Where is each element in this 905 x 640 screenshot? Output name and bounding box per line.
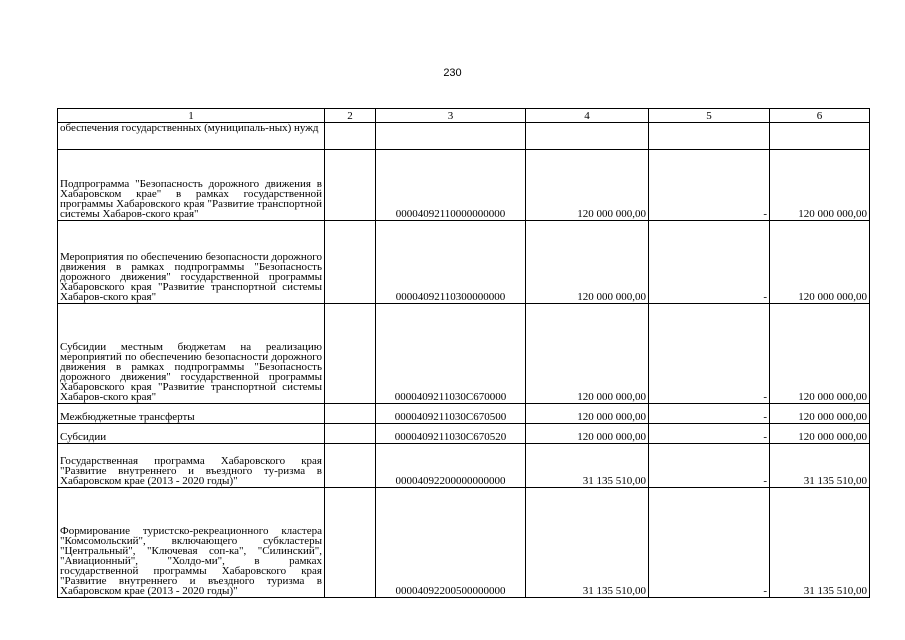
row-col4: 120 000 000,00 bbox=[526, 404, 649, 424]
row-col5: - bbox=[649, 488, 770, 598]
column-header-6: 6 bbox=[770, 109, 870, 123]
table-row bbox=[58, 123, 870, 150]
row-col5: - bbox=[649, 221, 770, 304]
row-name: Субсидии bbox=[58, 424, 325, 444]
row-col2 bbox=[325, 424, 376, 444]
row-name: Мероприятия по обеспечению безопасности дорожного движения в рамках подпрограммы "Безопасность дорожного движения" государственной программы Хабаровского края "Развитие транспортной системы Хабаров-ского края" bbox=[58, 221, 325, 304]
row-name: Межбюджетные трансферты bbox=[58, 404, 325, 424]
column-header-1: 1 bbox=[58, 109, 325, 123]
table-row bbox=[58, 221, 870, 304]
row-col4: 120 000 000,00 bbox=[526, 304, 649, 404]
row-col6: 120 000 000,00 bbox=[770, 304, 870, 404]
row-col6: 120 000 000,00 bbox=[770, 424, 870, 444]
row-col6: 31 135 510,00 bbox=[770, 444, 870, 488]
row-col2 bbox=[325, 150, 376, 221]
column-header-5: 5 bbox=[649, 109, 770, 123]
row-col4 bbox=[526, 123, 649, 150]
row-name: Подпрограмма "Безопасность дорожного движения в Хабаровском крае" в рамках государственной программы Хабаровского края "Развитие транспортной системы Хабаров-ского края" bbox=[58, 150, 325, 221]
row-col5: - bbox=[649, 150, 770, 221]
row-col5: - bbox=[649, 304, 770, 404]
table-row bbox=[58, 444, 870, 488]
row-col2 bbox=[325, 221, 376, 304]
row-name: Формирование туристско-рекреационного кластера "Комсомольский", включающего субкластеры "Центральный", "Ключевая соп-ка", "Силинский", "Авиационный", "Холдо-ми", в рамках государственной программы Хабаровского края "Развитие внутреннего и въездного туризма в Хабаровском крае (2013 - 2020 годы)" bbox=[58, 488, 325, 598]
row-code: 0000409211030С670500 bbox=[376, 404, 526, 424]
budget-table bbox=[57, 108, 870, 598]
row-col6: 120 000 000,00 bbox=[770, 150, 870, 221]
row-col5: - bbox=[649, 404, 770, 424]
row-col2 bbox=[325, 304, 376, 404]
row-col2 bbox=[325, 488, 376, 598]
row-code bbox=[376, 123, 526, 150]
row-col6: 120 000 000,00 bbox=[770, 221, 870, 304]
row-name: обеспечения государственных (муниципаль-ных) нужд bbox=[58, 123, 325, 150]
table-header-row bbox=[58, 109, 870, 123]
row-col5 bbox=[649, 123, 770, 150]
row-col4: 31 135 510,00 bbox=[526, 488, 649, 598]
table-row bbox=[58, 404, 870, 424]
row-code: 00004092110000000000 bbox=[376, 150, 526, 221]
row-code: 0000409211030С670000 bbox=[376, 304, 526, 404]
table-row bbox=[58, 150, 870, 221]
table-row bbox=[58, 488, 870, 598]
row-col6 bbox=[770, 123, 870, 150]
table-row bbox=[58, 304, 870, 404]
row-code: 00004092200000000000 bbox=[376, 444, 526, 488]
row-col6: 31 135 510,00 bbox=[770, 488, 870, 598]
row-code: 0000409211030С670520 bbox=[376, 424, 526, 444]
row-col6: 120 000 000,00 bbox=[770, 404, 870, 424]
column-header-2: 2 bbox=[325, 109, 376, 123]
row-col5: - bbox=[649, 444, 770, 488]
row-col4: 120 000 000,00 bbox=[526, 424, 649, 444]
column-header-4: 4 bbox=[526, 109, 649, 123]
column-header-3: 3 bbox=[376, 109, 526, 123]
page-number: 230 bbox=[443, 67, 462, 79]
row-col4: 120 000 000,00 bbox=[526, 221, 649, 304]
table-row bbox=[58, 424, 870, 444]
table-body bbox=[58, 109, 870, 598]
row-col2 bbox=[325, 123, 376, 150]
row-col5: - bbox=[649, 424, 770, 444]
row-name: Государственная программа Хабаровского края "Развитие внутреннего и въездного ту-ризма в Хабаровском крае (2013 - 2020 годы)" bbox=[58, 444, 325, 488]
row-col2 bbox=[325, 444, 376, 488]
row-col4: 120 000 000,00 bbox=[526, 150, 649, 221]
row-code: 00004092200500000000 bbox=[376, 488, 526, 598]
row-col2 bbox=[325, 404, 376, 424]
row-name: Субсидии местным бюджетам на реализацию мероприятий по обеспечению безопасности дорожного движения в рамках подпрограммы "Безопасность дорожного движения" государственной программы Хабаровского края "Развитие транспортной системы Хабаров-ского края" bbox=[58, 304, 325, 404]
row-code: 00004092110300000000 bbox=[376, 221, 526, 304]
row-col4: 31 135 510,00 bbox=[526, 444, 649, 488]
